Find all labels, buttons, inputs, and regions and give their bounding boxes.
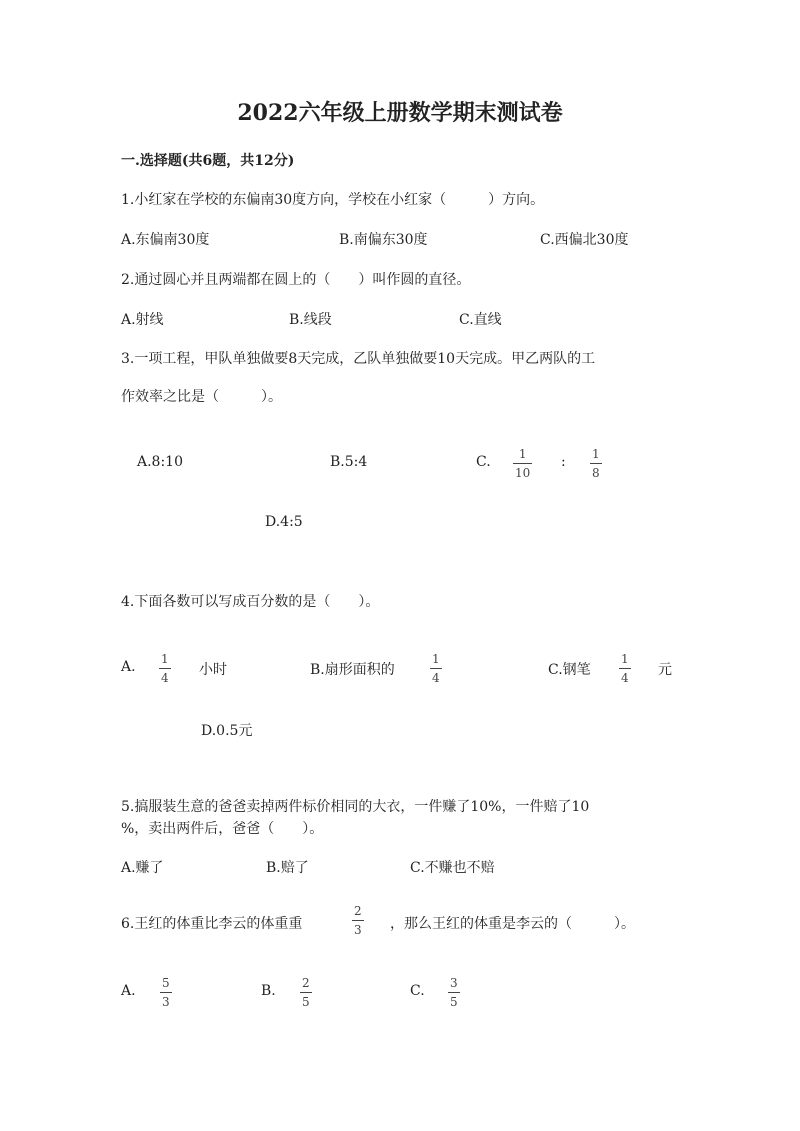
question-6-prefix: 6.王红的体重比李云的体重重 bbox=[121, 916, 303, 932]
question-4-option-c-fraction bbox=[619, 652, 631, 685]
fraction-denominator: 4 bbox=[621, 671, 629, 685]
question-1-text: 1.小红家在学校的东偏南30度方向，学校在小红家（ ）方向。 bbox=[121, 192, 545, 208]
question-6-option-b-fraction bbox=[300, 976, 312, 1009]
fraction-bar bbox=[619, 668, 631, 669]
question-6-option-c-fraction bbox=[448, 976, 460, 1009]
question-5-line-2: %，卖出两件后，爸爸（ ）。 bbox=[121, 821, 324, 837]
question-4-option-b-fraction bbox=[430, 652, 442, 685]
question-4-option-a-prefix: A. bbox=[121, 659, 136, 675]
fraction-numerator: 1 bbox=[518, 447, 527, 461]
question-4-option-c-prefix: C.钢笔 bbox=[548, 662, 591, 678]
fraction-bar bbox=[448, 992, 460, 993]
fraction-numerator: 2 bbox=[354, 904, 362, 918]
fraction-numerator: 1 bbox=[161, 652, 169, 666]
fraction-denominator: 5 bbox=[450, 995, 458, 1009]
question-3-line-2: 作效率之比是（ ）。 bbox=[121, 389, 282, 405]
question-4-option-b-prefix: B.扇形面积的 bbox=[310, 662, 395, 678]
fraction-bar bbox=[160, 992, 172, 993]
fraction-denominator: 4 bbox=[161, 671, 169, 685]
question-3-line-1: 3.一项工程，甲队单独做要8天完成，乙队单独做要10天完成。甲乙两队的工 bbox=[121, 351, 596, 367]
fraction-numerator: 2 bbox=[302, 976, 310, 990]
fraction-denominator: 10 bbox=[515, 466, 531, 480]
question-4-text: 4.下面各数可以写成百分数的是（ ）。 bbox=[121, 594, 380, 610]
question-1-option-b: B.南偏东30度 bbox=[339, 232, 428, 248]
fraction-denominator: 3 bbox=[354, 923, 362, 937]
fraction-denominator: 4 bbox=[432, 671, 440, 685]
fraction-numerator: 3 bbox=[450, 976, 458, 990]
section-heading: 一.选择题(共6题，共12分) bbox=[121, 153, 295, 169]
question-4-option-a-suffix: 小时 bbox=[199, 662, 227, 678]
question-6-option-a-prefix: A. bbox=[121, 983, 136, 999]
question-1-option-c: C.西偏北30度 bbox=[540, 232, 629, 248]
question-4-option-a-fraction bbox=[159, 652, 171, 685]
question-3-option-c-fraction-2 bbox=[590, 447, 602, 480]
question-5-option-a: A.赚了 bbox=[121, 860, 164, 876]
question-6-option-c-prefix: C. bbox=[410, 983, 425, 999]
fraction-numerator: 1 bbox=[621, 652, 629, 666]
fraction-numerator: 1 bbox=[592, 447, 600, 461]
fraction-denominator: 8 bbox=[592, 466, 600, 480]
question-3-option-c-fraction-1 bbox=[513, 447, 532, 480]
question-6-option-b-prefix: B. bbox=[261, 983, 276, 999]
question-5-line-1: 5.搞服装生意的爸爸卖掉两件标价相同的大衣，一件赚了10%，一件赔了10 bbox=[121, 799, 590, 815]
question-2-option-c: C.直线 bbox=[459, 312, 502, 328]
fraction-denominator: 3 bbox=[162, 995, 170, 1009]
question-2-option-a: A.射线 bbox=[121, 312, 164, 328]
question-3-option-c-prefix: C. bbox=[476, 454, 491, 470]
question-3-option-a: A.8:10 bbox=[137, 454, 183, 470]
question-4-option-c-suffix: 元 bbox=[658, 662, 672, 678]
fraction-bar bbox=[430, 668, 442, 669]
fraction-denominator: 5 bbox=[302, 995, 310, 1009]
question-6-fraction bbox=[352, 904, 364, 937]
fraction-bar bbox=[300, 992, 312, 993]
fraction-bar bbox=[159, 668, 171, 669]
fraction-bar bbox=[352, 920, 364, 921]
question-4-option-d: D.0.5元 bbox=[201, 723, 253, 739]
fraction-bar bbox=[590, 463, 602, 464]
fraction-numerator: 5 bbox=[162, 976, 170, 990]
question-2-text: 2.通过圆心并且两端都在圆上的（ ）叫作圆的直径。 bbox=[121, 272, 471, 288]
question-6-suffix: ，那么王红的体重是李云的（ ）。 bbox=[390, 916, 635, 932]
question-3-option-b: B.5:4 bbox=[330, 454, 368, 470]
question-1-option-a: A.东偏南30度 bbox=[121, 232, 210, 248]
question-2-option-b: B.线段 bbox=[289, 312, 332, 328]
page-title: 2022六年级上册数学期末测试卷 bbox=[237, 100, 563, 126]
question-5-option-c: C.不赚也不赔 bbox=[410, 860, 495, 876]
fraction-bar bbox=[513, 463, 532, 464]
fraction-numerator: 1 bbox=[432, 652, 440, 666]
question-3-option-c-separator: : bbox=[561, 454, 566, 470]
question-5-option-b: B.赔了 bbox=[266, 860, 309, 876]
question-6-option-a-fraction bbox=[160, 976, 172, 1009]
question-3-option-d: D.4:5 bbox=[265, 514, 303, 530]
